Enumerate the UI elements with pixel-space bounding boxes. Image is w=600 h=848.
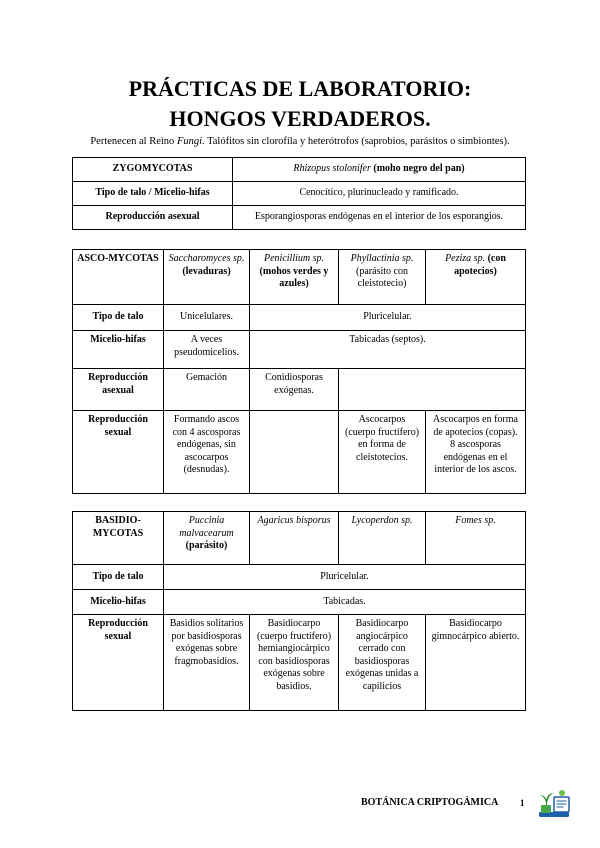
basidio-sex-label: Reproducción sexual <box>73 615 164 711</box>
basidio-talo-value: Pluricelular. <box>164 565 526 590</box>
basidio-talo-label: Tipo de talo <box>73 565 164 590</box>
basidio-sp1 <box>164 512 250 565</box>
asco-sp4-note: (con apotecios) <box>454 253 506 277</box>
basidio-sex-sp2: Basidiocarpo (cuerpo fructífero) hemiangiocárpico con basidiosporas exógenas sobre basidios. <box>250 615 339 711</box>
asco-sex-sp1: Formando ascos con 4 ascosporas endógenas, sin ascocarpos (desnudas). <box>164 411 250 494</box>
zygo-talo-value: Cenocítico, plurinucleado y ramificado. <box>233 182 526 206</box>
page-title-line1: PRÁCTICAS DE LABORATORIO: <box>128 76 472 101</box>
footer-title: BOTÁNICA CRIPTOGÁMICA <box>361 797 499 808</box>
asco-talo-sp1: Unicelulares. <box>164 305 250 331</box>
intro-before: Pertenecen al Reino <box>90 136 177 147</box>
asco-talo-label: Tipo de talo <box>73 305 164 331</box>
asco-talo-rest: Pluricelular. <box>250 305 526 331</box>
asco-sp4 <box>426 250 526 305</box>
asco-sp3 <box>339 250 426 305</box>
asco-sp1-name: Saccharomyces sp. <box>168 253 245 264</box>
asco-sp2-note: (mohos verdes y azules) <box>259 265 329 289</box>
asco-sp4-name: Peziza sp. <box>445 253 486 264</box>
asco-micelio-sp1: A veces pseudomicelios. <box>164 331 250 369</box>
zygo-talo-label: Tipo de talo / Micelio-hifas <box>73 182 233 206</box>
asco-sp1 <box>164 250 250 305</box>
asco-group-label: ASCO-MYCOTAS <box>73 250 164 305</box>
intro-kingdom: Fungi <box>176 136 203 147</box>
asco-asex-label: Reproducción asexual <box>73 369 164 411</box>
zygo-species-note: (moho negro del pan) <box>373 163 465 175</box>
zygo-repro-label: Reproducción asexual <box>73 206 233 230</box>
asco-sex-sp2-empty <box>250 411 339 494</box>
botany-lab-logo-icon <box>536 785 572 821</box>
page-number: 1 <box>520 798 525 808</box>
zygo-repro-value: Esporangiosporas endógenas en el interior de los esporangios. <box>233 206 526 230</box>
basidio-sp1-note: (parásito) <box>185 540 228 551</box>
asco-sp2 <box>250 250 339 305</box>
asco-sex-sp3: Ascocarpos (cuerpo fructífero) en forma de cleistotecios. <box>339 411 426 494</box>
asco-sp1-note: (levaduras) <box>182 265 231 277</box>
asco-asex-empty <box>339 369 526 411</box>
asco-sp2-name: Penicillium sp. <box>264 253 324 264</box>
asco-asex-sp2: Conidiosporas exógenas. <box>250 369 339 411</box>
ascomycotas-table <box>72 249 526 494</box>
basidio-group-label: BASIDIO-MYCOTAS <box>73 512 164 565</box>
zygomycotas-table <box>72 157 526 230</box>
asco-sex-sp4: Ascocarpos en forma de apotecios (copas). 8 ascosporas endógenas en el interior de los ascos. <box>426 411 526 494</box>
zygo-species-name: Rhizopus stolonifer <box>293 163 371 175</box>
asco-micelio-rest: Tabicadas (septos). <box>250 331 526 369</box>
asco-sp3-name: Phyllactinia sp. <box>350 253 414 264</box>
basidio-sp2: Agaricus bisporus <box>250 512 339 565</box>
basidio-sp4: Fomes sp. <box>426 512 526 565</box>
asco-micelio-label: Micelio-hifas <box>73 331 164 369</box>
basidio-sex-sp3: Basidiocarpo angiocárpico cerrado con basidiosporas exógenas unidas a capilicios <box>339 615 426 711</box>
zygo-group-label: ZYGOMYCOTAS <box>73 158 233 182</box>
intro-text <box>0 136 600 147</box>
basidio-sp1-name: Puccinia malvacearum <box>179 515 234 539</box>
basidio-micelio-label: Micelio-hifas <box>73 590 164 615</box>
intro-after: . Talófitos sin clorofila y heterótrofos (saprobios, parásitos o simbiontes). <box>202 136 510 147</box>
basidio-micelio-value: Tabicadas. <box>164 590 526 615</box>
asco-sp3-note: (parásito con cleistotecio) <box>356 265 408 289</box>
page-title-line2: HONGOS VERDADEROS. <box>169 106 431 131</box>
basidio-sex-sp1: Basidios solitarios por basidiosporas exógenas sobre fragmobasidios. <box>164 615 250 711</box>
basidio-sex-sp4: Basidiocarpo gimnocárpico abierto. <box>426 615 526 711</box>
asco-sex-label: Reproducción sexual <box>73 411 164 494</box>
basidio-sp3: Lycoperdon sp. <box>339 512 426 565</box>
basidiomycotas-table <box>72 511 526 711</box>
asco-asex-sp1: Gemación <box>164 369 250 411</box>
zygo-species <box>233 158 526 182</box>
